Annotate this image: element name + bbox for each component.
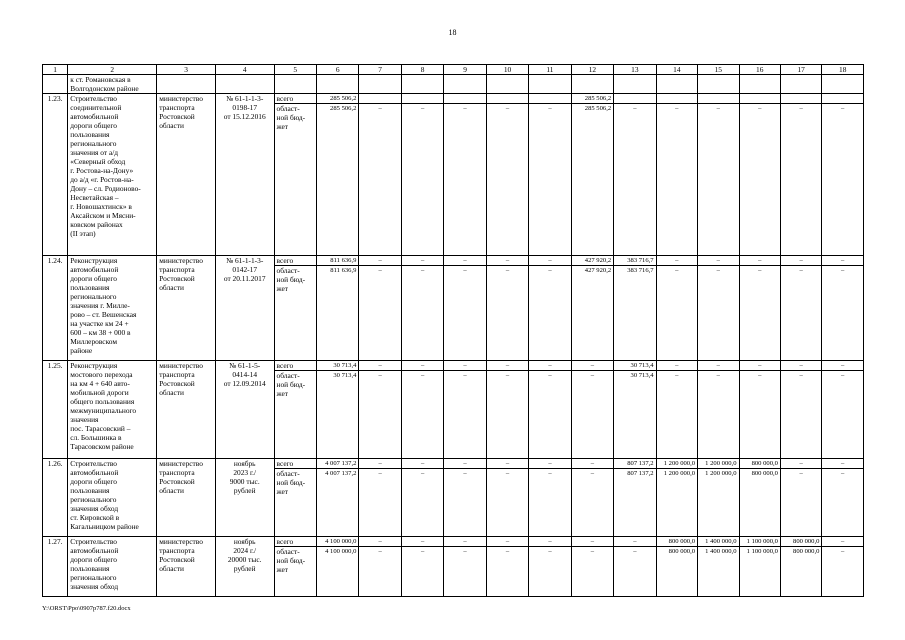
table-row [43,361,864,459]
value-total: 800 000,0 [657,537,697,547]
column-number-cell: 13 [614,65,656,75]
value-cell [780,256,821,361]
column-number-cell: 1 [43,65,68,75]
value-cell [698,361,739,459]
row-number-cell: 1.24. [43,256,68,361]
value-total: – [822,256,863,266]
value-total: – [657,256,697,266]
source-budget-label: област- ной бюд- жет [276,469,306,496]
value-total [781,94,821,104]
value-budget: – [675,105,679,112]
source-total-label: всего [275,94,316,104]
value-cell [822,256,864,361]
value-budget: 807 137,2 [627,470,654,477]
value-budget: – [799,267,803,274]
row-number-cell: 1.23. [43,94,68,256]
value-cell [822,459,864,537]
document-cell: № 61-1-5- 0414-14 от 12.09.2014 [215,361,274,459]
table-row [43,459,864,537]
value-total [822,94,863,104]
value-cell [486,459,528,537]
value-cell [656,256,697,361]
value-total [614,94,655,104]
value-total: – [359,537,400,547]
value-budget: – [633,105,637,112]
value-total: – [572,459,613,469]
value-budget: – [378,372,382,379]
value-total [657,94,697,104]
value-total: – [359,361,400,371]
column-number-cell: 16 [739,65,780,75]
value-cell [316,256,358,361]
value-budget: – [548,105,552,112]
value-budget: – [420,470,425,477]
value-budget: – [420,267,425,274]
value-budget: – [675,267,679,274]
ministry-cell: министерство транспорта Ростовской области [157,361,216,459]
continuation-name-cell: к ст. Романовская в Волгодонском районе [68,75,157,94]
value-total [698,94,738,104]
empty-cell [571,75,613,94]
value-total: – [529,361,570,371]
value-total: – [444,537,485,547]
document-cell: № 61-1-1-3- 0198-17 от 15.12.2016 [215,94,274,256]
value-cell [571,459,613,537]
value-total: – [402,537,443,547]
value-cell [739,94,780,256]
value-cell [656,94,697,256]
value-budget: – [548,548,552,555]
value-budget: – [841,372,845,379]
value-total [529,94,570,104]
row-number-cell: 1.25. [43,361,68,459]
value-total: 807 137,2 [614,459,655,469]
value-budget: 1 200 000,0 [663,470,696,477]
value-cell [739,459,780,537]
value-total: – [614,537,655,547]
column-number-cell: 2 [68,65,157,75]
value-cell [822,94,864,256]
value-total [444,94,485,104]
empty-cell [780,75,821,94]
table-row [43,537,864,597]
value-cell [780,459,821,537]
value-total: 427 920,2 [572,256,613,266]
object-name-cell: Строительство соединительной автомобильной дороги общего пользования регионального значения от а/д «Северный обход г. Ростова-на-Дону» до а/д «г. Ростов-на- Дону – сл. Родионово- Несветайская – г. Новошахтинск» в Аксайском и Мясни- ковском районах (II этап) [68,94,157,256]
value-budget: – [463,105,467,112]
empty-cell [486,75,528,94]
value-total: – [487,256,528,266]
value-budget: – [505,372,510,379]
source-budget-label: област- ной бюд- жет [276,104,306,131]
value-budget: – [841,548,845,555]
value-budget: – [505,548,510,555]
table-row [43,94,864,256]
value-cell [444,256,486,361]
value-cell [739,537,780,597]
value-budget: – [463,372,467,379]
value-total: 285 506,2 [572,94,613,104]
value-cell [486,537,528,597]
value-cell [614,94,656,256]
value-total: – [822,537,863,547]
source-total-label: всего [275,537,316,547]
funding-source-cell [274,361,316,459]
value-cell [529,459,571,537]
source-budget-label: област- ной бюд- жет [276,547,306,574]
column-number-cell: 8 [401,65,443,75]
ministry-cell: министерство транспорта Ростовской области [157,94,216,256]
value-total: 811 636,9 [317,256,358,266]
value-cell [529,361,571,459]
source-budget-label: област- ной бюд- жет [276,266,306,293]
value-cell [571,361,613,459]
ministry-cell: министерство транспорта Ростовской области [157,537,216,597]
value-budget: 4 100 000,0 [325,548,357,555]
value-total: – [402,361,443,371]
object-name-cell: Строительство автомобильной дороги общего пользования регионального значения обход [68,537,157,597]
value-cell [359,537,401,597]
page-number: 18 [448,28,457,37]
value-cell [316,361,358,459]
empty-cell [215,75,274,94]
value-total: 1 200 000,0 [657,459,697,469]
value-total: – [822,459,863,469]
value-budget: – [758,105,762,112]
empty-cell [698,75,739,94]
value-budget: – [716,267,720,274]
value-total: – [487,459,528,469]
value-cell [780,361,821,459]
value-budget: – [420,105,425,112]
empty-cell [614,75,656,94]
value-budget: 800 000,0 [668,548,696,555]
value-cell [316,459,358,537]
empty-cell [529,75,571,94]
column-number-cell: 9 [444,65,486,75]
value-total: – [822,361,863,371]
value-cell [444,94,486,256]
value-cell [359,459,401,537]
value-total: 285 506,2 [317,94,358,104]
value-total: – [444,256,485,266]
value-total: 4 100 000,0 [317,537,358,547]
value-budget: 1 200 000,0 [705,470,737,477]
continuation-row [43,75,864,94]
value-total: – [359,459,400,469]
value-budget: – [505,267,510,274]
value-budget: 800 000,0 [751,470,778,477]
column-number-row [43,65,864,75]
object-name-cell: Реконструкция автомобильной дороги общего пользования регионального значения г. Милле- рово – ст. Вешенская на участке км 24 + 600 – км 38 + 000 в Миллеровском районе [68,256,157,361]
value-budget: – [378,548,382,555]
column-number-cell: 4 [215,65,274,75]
table-row [43,256,864,361]
value-budget: – [463,548,467,555]
value-cell [739,361,780,459]
column-number-cell: 3 [157,65,216,75]
empty-cell [43,75,68,94]
value-total: – [529,256,570,266]
source-total-label: всего [275,256,316,266]
source-total-label: всего [275,459,316,469]
value-cell [401,459,443,537]
value-budget: 383 716,7 [627,267,654,274]
column-number-cell: 11 [529,65,571,75]
column-number-cell: 18 [822,65,864,75]
value-cell [571,94,613,256]
value-budget: – [548,470,552,477]
value-cell [780,94,821,256]
empty-cell [316,75,358,94]
value-cell [614,361,656,459]
value-total: – [698,256,738,266]
value-total: – [444,459,485,469]
value-total: 1 400 000,0 [698,537,738,547]
value-cell [529,537,571,597]
value-cell [822,361,864,459]
column-number-cell: 10 [486,65,528,75]
value-budget: – [378,267,382,274]
value-cell [739,256,780,361]
value-cell [401,94,443,256]
value-budget: 800 000,0 [793,548,820,555]
value-budget: – [590,372,595,379]
funding-source-cell [274,94,316,256]
value-cell [486,256,528,361]
value-budget: 285 506,2 [584,105,612,112]
value-total: – [359,256,400,266]
value-cell [316,94,358,256]
value-budget: – [420,372,425,379]
empty-cell [359,75,401,94]
value-budget: – [716,105,720,112]
value-budget: – [505,105,510,112]
object-name-cell: Реконструкция мостового перехода на км 4 + 640 авто- мобильной дороги общего пользования межмуниципального значения пос. Тарасовский – сл. Большинка в Тарасовском районе [68,361,157,459]
funding-source-cell [274,256,316,361]
source-budget-label: област- ной бюд- жет [276,371,306,398]
value-total: – [781,256,821,266]
empty-cell [739,75,780,94]
ministry-cell: министерство транспорта Ростовской области [157,256,216,361]
value-budget: – [590,548,595,555]
value-budget: – [548,267,552,274]
value-total: – [529,459,570,469]
ministry-cell: министерство транспорта Ростовской области [157,459,216,537]
value-cell [401,361,443,459]
value-budget: 4 007 137,2 [325,470,357,477]
value-cell [359,94,401,256]
column-number-cell: 17 [780,65,821,75]
value-budget: 1 400 000,0 [705,548,737,555]
value-total: – [572,537,613,547]
value-budget: 427 920,2 [584,267,612,274]
value-budget: – [758,267,762,274]
value-total: 800 000,0 [781,537,821,547]
value-total: 30 713,4 [614,361,655,371]
value-cell [698,537,739,597]
value-total: – [572,361,613,371]
value-cell [656,537,697,597]
value-cell [529,94,571,256]
value-total: 1 200 000,0 [698,459,738,469]
value-budget: – [799,470,803,477]
value-total [487,94,528,104]
value-total: – [781,459,821,469]
value-cell [316,537,358,597]
value-total: 4 007 137,2 [317,459,358,469]
row-number-cell: 1.26. [43,459,68,537]
value-budget: – [463,267,467,274]
value-budget: – [378,105,382,112]
value-budget: – [716,372,720,379]
value-cell [780,537,821,597]
value-cell [822,537,864,597]
funding-source-cell [274,537,316,597]
empty-cell [656,75,697,94]
document-cell: ноябрь 2023 г./ 9000 тыс. рублей [215,459,274,537]
value-cell [614,537,656,597]
funding-source-cell [274,459,316,537]
value-budget: 1 100 000,0 [746,548,778,555]
value-total: 383 716,7 [614,256,655,266]
value-total [740,94,780,104]
value-total: 30 713,4 [317,361,358,371]
value-budget: – [758,372,762,379]
column-number-cell: 7 [359,65,401,75]
value-total: – [402,459,443,469]
value-budget: – [799,105,803,112]
value-cell [529,256,571,361]
value-budget: – [841,470,845,477]
budget-table [42,64,864,597]
empty-cell [822,75,864,94]
value-total: – [487,361,528,371]
value-total [359,94,400,104]
file-path-footer: Y:\ORST\Ppo\0907p787.f20.docx [42,605,131,612]
value-total: – [781,361,821,371]
value-total: – [487,537,528,547]
value-total: 1 100 000,0 [740,537,780,547]
value-budget: – [463,470,467,477]
value-total: – [740,361,780,371]
value-budget: – [590,470,595,477]
value-cell [656,459,697,537]
empty-cell [274,75,316,94]
value-budget: – [378,470,382,477]
column-number-cell: 6 [316,65,358,75]
value-budget: – [633,548,637,555]
object-name-cell: Строительство автомобильной дороги общего пользования регионального значения обход ст. Кировской в Кагальницком районе [68,459,157,537]
value-total: – [698,361,738,371]
value-cell [401,537,443,597]
column-number-cell: 5 [274,65,316,75]
value-total: – [657,361,697,371]
value-budget: 811 636,9 [330,267,357,274]
value-cell [698,94,739,256]
value-budget: – [841,267,845,274]
value-cell [444,537,486,597]
value-budget: – [841,105,845,112]
document-cell: № 61-1-1-3- 0142-17 от 20.11.2017 [215,256,274,361]
column-number-cell: 14 [656,65,697,75]
value-budget: – [675,372,679,379]
value-budget: 30 713,4 [630,372,654,379]
value-budget: – [420,548,425,555]
value-cell [571,256,613,361]
value-budget: 30 713,4 [333,372,357,379]
value-total: 800 000,0 [740,459,780,469]
column-number-cell: 12 [571,65,613,75]
value-cell [571,537,613,597]
row-number-cell: 1.27. [43,537,68,597]
value-budget: – [505,470,510,477]
value-cell [614,256,656,361]
value-total [402,94,443,104]
value-cell [359,361,401,459]
value-cell [486,94,528,256]
value-cell [401,256,443,361]
value-cell [444,459,486,537]
document-cell: ноябрь 2024 г./ 20000 тыс. рублей [215,537,274,597]
column-number-cell: 15 [698,65,739,75]
value-total: – [402,256,443,266]
empty-cell [444,75,486,94]
value-total: – [529,537,570,547]
value-cell [698,256,739,361]
value-budget: – [548,372,552,379]
source-total-label: всего [275,361,316,371]
empty-cell [401,75,443,94]
value-total: – [740,256,780,266]
value-cell [614,459,656,537]
value-cell [359,256,401,361]
value-total: – [444,361,485,371]
value-cell [656,361,697,459]
value-budget: – [799,372,803,379]
value-budget: 285 506,2 [330,105,357,112]
empty-cell [157,75,216,94]
value-cell [698,459,739,537]
value-cell [486,361,528,459]
value-cell [444,361,486,459]
